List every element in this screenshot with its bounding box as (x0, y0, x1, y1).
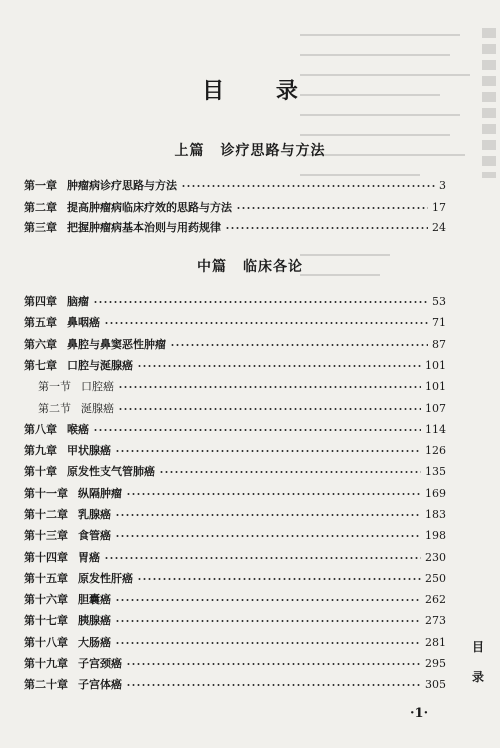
part-label: 上篇 (174, 143, 205, 159)
part-name: 临床各论 (243, 259, 303, 275)
part-label: 中篇 (197, 259, 227, 275)
entry-chapter: 第十九章 (24, 657, 68, 670)
entry-page: 17 (432, 201, 446, 214)
entry-page: 281 (425, 636, 446, 649)
entry-title: 大肠癌 (78, 636, 111, 649)
part-heading-middle (0, 256, 500, 276)
entry-page: 169 (425, 487, 446, 500)
entry-title: 食管癌 (78, 529, 111, 542)
toc-chapter-entry (24, 337, 446, 353)
entry-page: 87 (432, 338, 446, 351)
leader-dots (115, 598, 421, 602)
side-tab-2: 录 (472, 670, 485, 684)
entry-chapter: 第一章 (24, 179, 57, 192)
leader-dots (115, 641, 421, 645)
leader-dots (225, 226, 428, 230)
entry-page: 295 (425, 657, 446, 670)
entry-title: 提高肿瘤病临床疗效的思路与方法 (67, 201, 232, 214)
entry-title: 胆囊癌 (78, 593, 111, 606)
entry-chapter: 第八章 (24, 423, 57, 436)
entry-page: 3 (439, 179, 446, 192)
leader-dots (126, 662, 421, 666)
entry-chapter: 第十四章 (24, 551, 68, 564)
entry-chapter: 第十一章 (24, 487, 68, 500)
entry-title: 口腔癌 (81, 380, 114, 393)
entry-page: 135 (425, 465, 446, 478)
entry-page: 198 (425, 529, 446, 542)
entry-page: 101 (425, 380, 446, 393)
entry-title: 肿瘤病诊疗思路与方法 (67, 179, 177, 192)
leader-dots (126, 492, 421, 496)
entry-page: 126 (425, 444, 446, 457)
entry-title: 纵隔肿瘤 (78, 487, 122, 500)
entry-page: 273 (425, 614, 446, 627)
entry-chapter: 第二十章 (24, 678, 68, 691)
entry-chapter: 第三章 (24, 221, 57, 234)
leader-dots (115, 534, 421, 538)
toc-chapter-entry (24, 507, 446, 523)
entry-page: 101 (425, 359, 446, 372)
leader-dots (126, 683, 421, 687)
entry-page: 262 (425, 593, 446, 606)
entry-chapter: 第十二章 (24, 508, 68, 521)
entry-page: 305 (425, 678, 446, 691)
leader-dots (115, 619, 421, 623)
entry-chapter: 第十三章 (24, 529, 68, 542)
leader-dots (93, 300, 428, 304)
toc-chapter-entry (24, 550, 446, 566)
leader-dots (115, 449, 421, 453)
toc-chapter-entry (24, 528, 446, 544)
entry-title: 子宫体癌 (78, 678, 122, 691)
leader-dots (115, 513, 421, 517)
entry-title: 口腔与涎腺癌 (67, 359, 133, 372)
leader-dots (118, 407, 421, 411)
entry-chapter: 第六章 (24, 338, 57, 351)
toc-chapter-entry (24, 613, 446, 629)
toc-section-entry (38, 379, 446, 395)
toc-chapter-entry (24, 635, 446, 651)
toc-chapter-entry (24, 592, 446, 608)
toc-chapter-entry (24, 443, 446, 459)
entry-chapter: 第十章 (24, 465, 57, 478)
entry-title: 甲状腺癌 (67, 444, 111, 457)
entry-title: 胰腺癌 (78, 614, 111, 627)
toc-chapter-entry (24, 200, 446, 216)
entry-chapter: 第十五章 (24, 572, 68, 585)
entry-title: 原发性支气管肺癌 (67, 465, 155, 478)
entry-page: 250 (425, 572, 446, 585)
toc-chapter-entry (24, 178, 446, 194)
entry-page: 183 (425, 508, 446, 521)
toc-chapter-entry (24, 358, 446, 374)
entry-chapter: 第九章 (24, 444, 57, 457)
entry-title: 涎腺癌 (81, 402, 114, 415)
entry-chapter: 第四章 (24, 295, 57, 308)
entry-page: 71 (432, 316, 446, 329)
leader-dots (137, 577, 421, 581)
page-title: 目 录 (202, 78, 320, 104)
entry-title: 子宫颈癌 (78, 657, 122, 670)
leader-dots (181, 184, 435, 188)
side-tab-1: 目 (472, 640, 485, 654)
toc-chapter-entry (24, 315, 446, 331)
entry-title: 把握肿瘤病基本治则与用药规律 (67, 221, 221, 234)
leader-dots (236, 206, 428, 210)
toc-chapter-entry (24, 294, 446, 310)
leader-dots (104, 556, 421, 560)
toc-chapter-entry (24, 571, 446, 587)
leader-dots (170, 343, 428, 347)
leader-dots (118, 385, 421, 389)
entry-chapter: 第五章 (24, 316, 57, 329)
entry-title: 胃癌 (78, 551, 100, 564)
toc-chapter-entry (24, 422, 446, 438)
leader-dots (93, 428, 421, 432)
entry-page: 107 (425, 402, 446, 415)
leader-dots (137, 364, 421, 368)
entry-chapter: 第一节 (38, 380, 71, 393)
entry-chapter: 第十六章 (24, 593, 68, 606)
toc-chapter-entry (24, 486, 446, 502)
part-heading-upper (0, 140, 500, 160)
toc-chapter-entry (24, 464, 446, 480)
toc-chapter-entry (24, 677, 446, 693)
entry-chapter: 第二节 (38, 402, 71, 415)
entry-title: 鼻腔与鼻窦恶性肿瘤 (67, 338, 166, 351)
leader-dots (159, 470, 421, 474)
leader-dots (104, 321, 428, 325)
entry-page: 230 (425, 551, 446, 564)
toc-chapter-entry (24, 220, 446, 236)
toc-chapter-entry (24, 656, 446, 672)
entry-title: 鼻咽癌 (67, 316, 100, 329)
entry-chapter: 第十八章 (24, 636, 68, 649)
entry-page: 114 (425, 423, 446, 436)
entry-title: 脑瘤 (67, 295, 89, 308)
entry-page: 53 (432, 295, 446, 308)
entry-page: 24 (432, 221, 446, 234)
entry-chapter: 第七章 (24, 359, 57, 372)
toc-section-entry (38, 401, 446, 417)
entry-title: 原发性肝癌 (78, 572, 133, 585)
entry-title: 喉癌 (67, 423, 89, 436)
part-name: 诊疗思路与方法 (220, 143, 326, 159)
entry-chapter: 第二章 (24, 201, 57, 214)
page-number: ·1· (410, 706, 429, 721)
entry-chapter: 第十七章 (24, 614, 68, 627)
entry-title: 乳腺癌 (78, 508, 111, 521)
